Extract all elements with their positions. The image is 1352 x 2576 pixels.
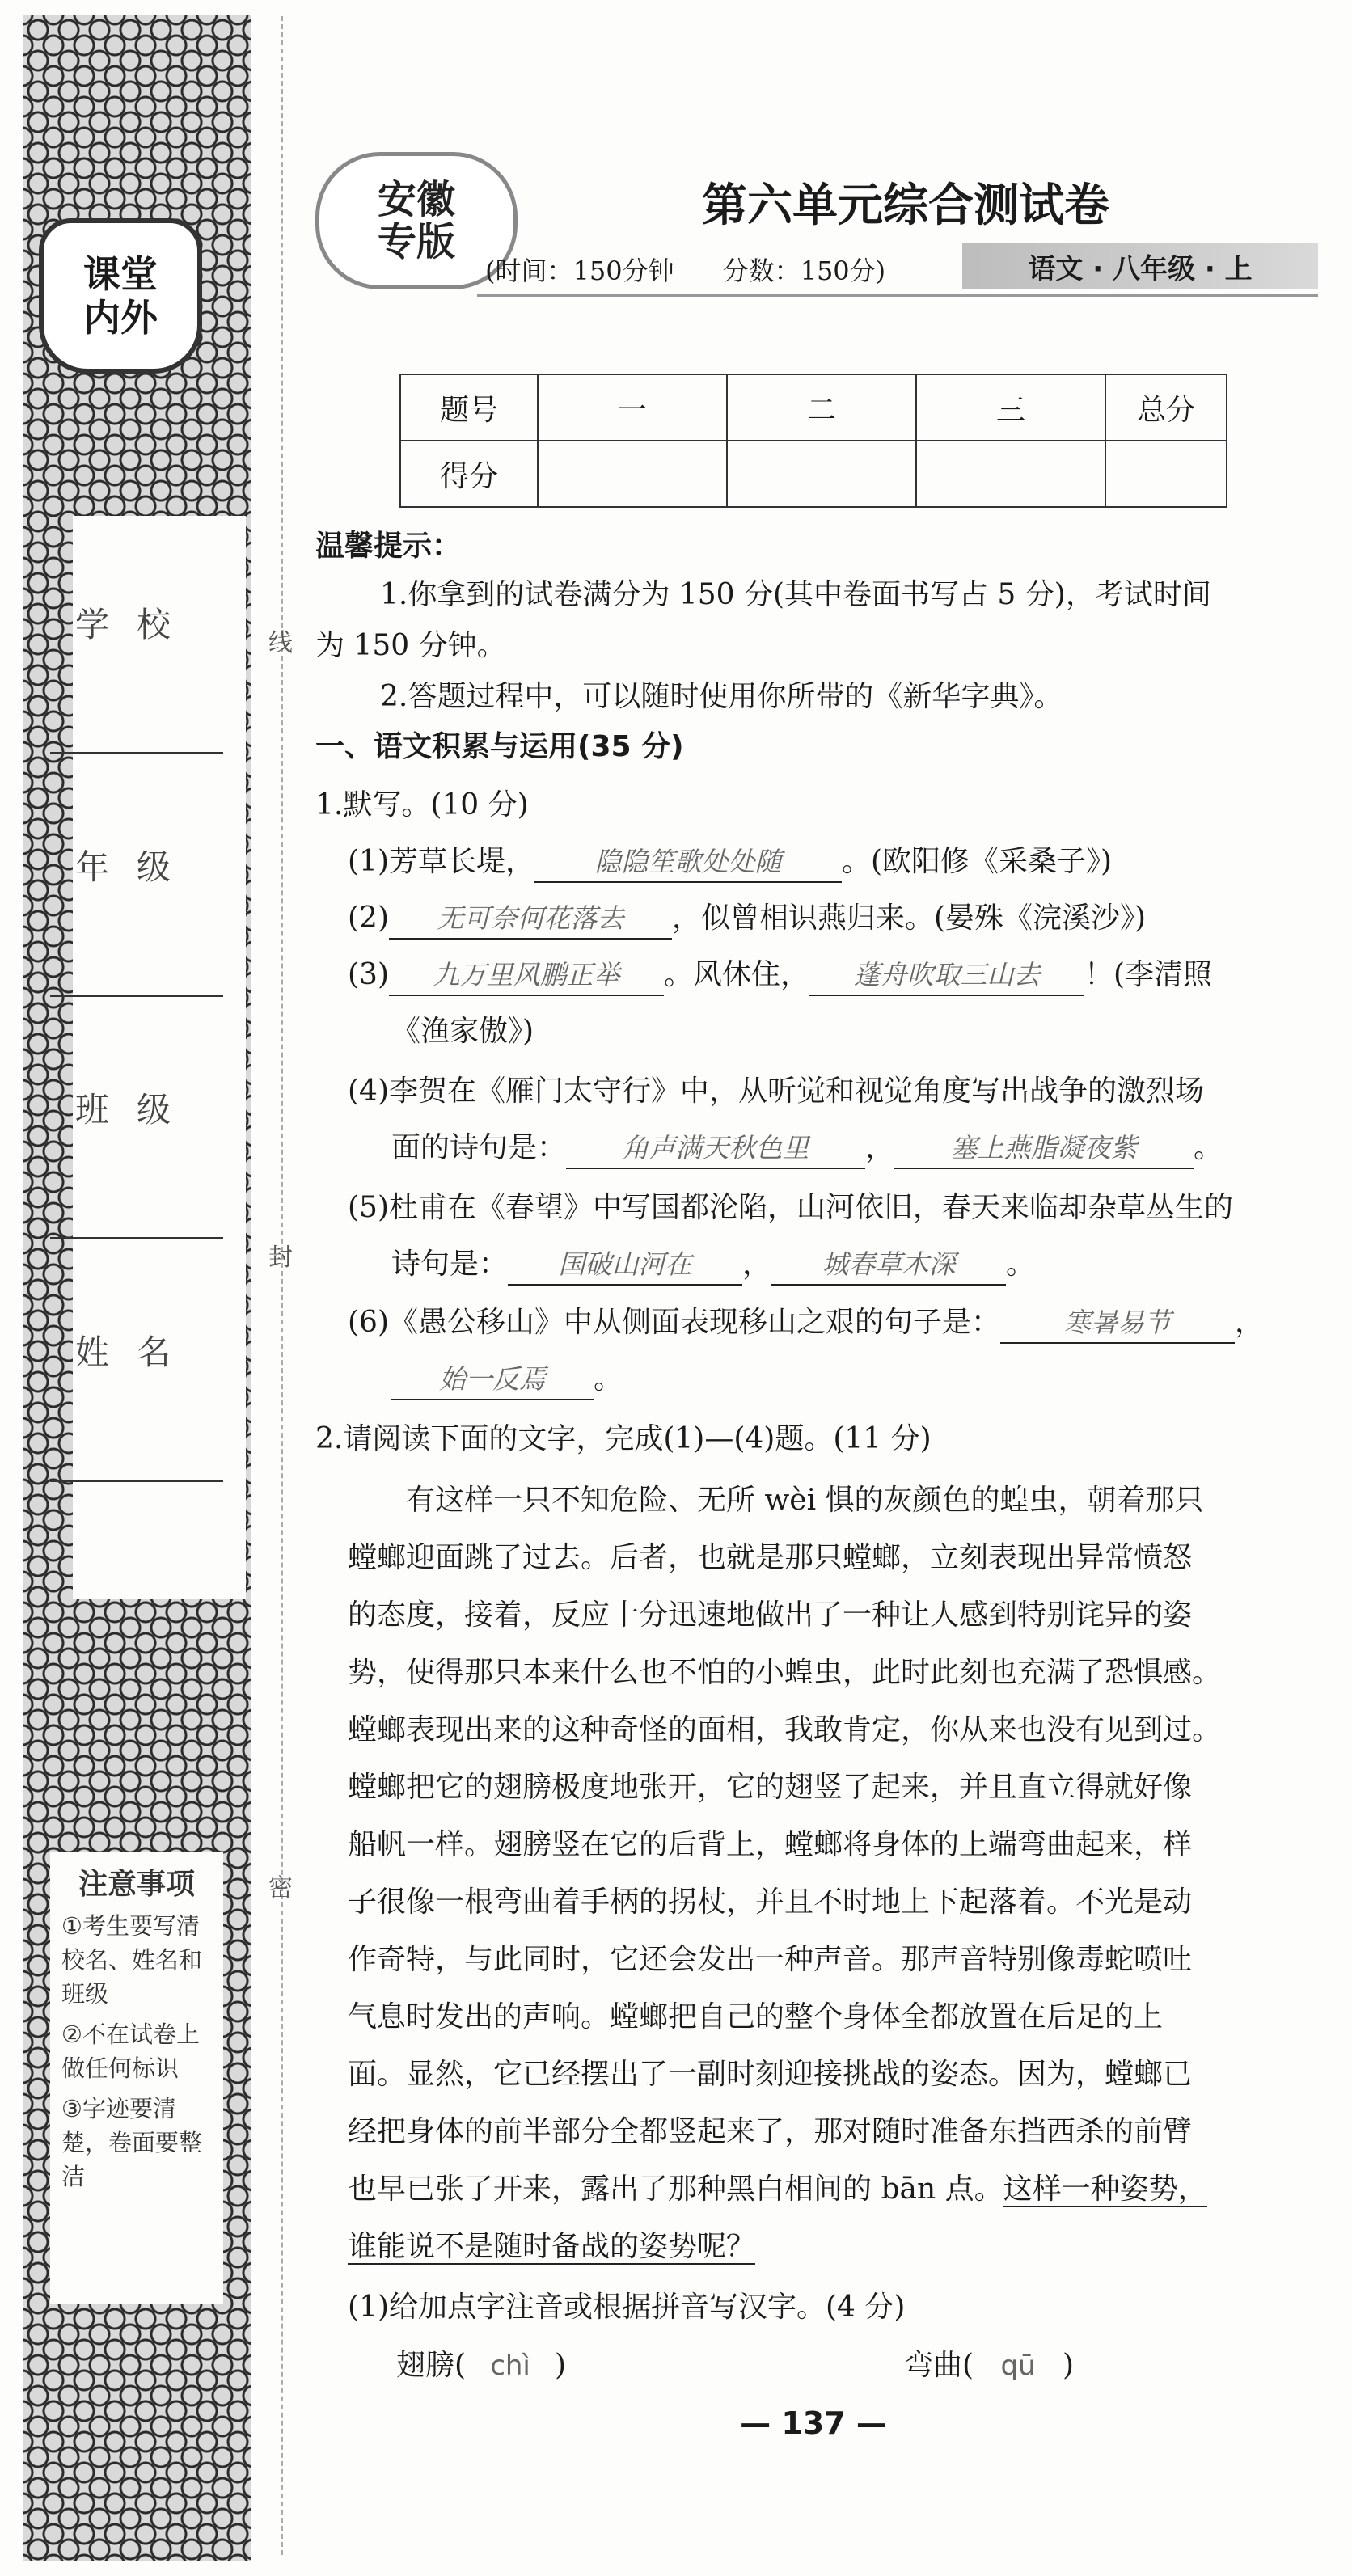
notice-title: 注意事项 [78,1868,195,1901]
passage-line: 有这样一只不知危险、无所 wèi 惧的灰颜色的蝗虫，朝着那只 [406,1484,1204,1517]
passage-line: 面。显然，它已经摆出了一副时刻迎接挑战的姿态。因为，螳螂已 [348,2058,1193,2091]
score-cell[interactable] [538,441,727,507]
table-header: 题号 [400,374,538,441]
answer-blank[interactable]: 塞上燕脂凝夜紫 [894,1129,1194,1169]
tip-line: 为 150 分钟。 [315,629,506,662]
item-text: ， [742,1248,772,1281]
word: 翅膀( [396,2349,467,2382]
underlined-text: 谁能说不是随时备战的姿势呢？ [348,2230,756,2263]
score-cell[interactable] [1105,441,1227,507]
passage-line: 作奇特，与此同时，它还会发出一种声音。那声音特别像毒蛇喷吐 [348,1943,1193,1976]
notice-item: ③字迹要清楚，卷面要整洁 [61,2095,203,2190]
word: ) [555,2349,567,2382]
binding-mark-secret: 密 [268,1874,293,1902]
notice-box [50,1852,223,2304]
item-text: 。风休住， [664,958,810,991]
page-title: 第六单元综合测试卷 [702,179,1109,232]
reading-passage [348,1472,1318,2275]
item-text: 诗句是： [391,1248,509,1281]
item-text: 面的诗句是： [391,1131,567,1164]
question-item [348,1303,1264,1344]
answer-blank[interactable]: 蓬舟吹取三山去 [809,956,1084,996]
tip-line: 2.答题过程中，可以随时使用你所带的《新华字典》。 [380,680,1063,713]
passage-line: 气息时发出的声响。螳螂把自己的整个身体全都放置在后足的上 [348,2000,1164,2033]
table-row [400,374,1227,441]
answer-blank[interactable]: 隐隐笙歌处处随 [534,842,842,883]
passage-line: 螳螂迎面跳了过去。后者，也就是那只螳螂，立刻表现出异常愤怒 [348,1541,1193,1574]
school-field[interactable] [50,509,223,754]
item-text: (3) [348,958,389,991]
answer-blank[interactable]: 无可奈何花落去 [389,899,672,940]
passage-line: 的态度，接着，反应十分迅速地做出了一种让人感到特别诧异的姿 [348,1598,1193,1632]
item-text: (1)芳草长堤， [348,845,534,878]
name-label: 姓名 [74,1332,198,1372]
answer-blank[interactable]: 城春草木深 [771,1245,1006,1286]
name-field[interactable] [50,1237,223,1482]
item-text: ， [865,1131,895,1164]
item-text: 。 [1006,1248,1036,1281]
pinyin-item [904,2346,1074,2385]
passage-line [348,2160,1318,2218]
binding-mark-seal: 封 [268,1244,293,1272]
item-text: 。 [1194,1131,1223,1164]
binding-mark-line: 线 [268,629,293,657]
exam-info [485,251,934,288]
page-number: — 137 — [740,2405,887,2441]
item-text: (5)杜甫在《春望》中写国都沦陷，山河依旧，春天来临却杂草丛生的 [348,1191,1233,1224]
item-text: ！(李清照 [1084,958,1213,991]
row-label: 得分 [400,441,538,507]
table-header: 总分 [1105,374,1227,441]
question-item [348,956,1212,996]
pinyin-answer[interactable]: chì [490,2350,530,2382]
item-text: (2) [348,902,389,935]
item-text: (6)《愚公移山》中从侧面表现移山之艰的句子是： [348,1306,1000,1339]
answer-blank[interactable]: 始一反焉 [391,1360,594,1400]
item-text: 《渔家傲》) [391,1015,534,1048]
section-heading: 一、语文积累与运用(35 分) [315,730,684,763]
edition-text: 安徽 专版 [377,177,455,264]
passage-line: 螳螂把它的翅膀极度地张开，它的翅竖了起来，并且直立得就好像 [348,1771,1193,1804]
grade-banner: 语文 · 八年级 · 上 [962,243,1318,289]
answer-blank[interactable]: 寒暑易节 [1000,1303,1235,1344]
question-item [391,1360,623,1400]
item-text: 。 [594,1362,623,1396]
class-field[interactable] [50,995,223,1239]
score-table [399,374,1227,508]
passage-line: 子很像一根弯曲着手柄的拐杖，并且不时地上下起落着。不光是动 [348,1886,1193,1919]
exam-score: 分数：150分) [722,255,886,286]
table-row [400,441,1227,507]
table-header: 三 [916,374,1105,441]
passage-line: 船帆一样。翅膀竖在它的后背上，螳螂将身体的上端弯曲起来，样 [348,1828,1193,1861]
passage-line: 经把身体的前半部分全都竖起来了，那对随时准备东挡西杀的前臂 [348,2115,1193,2148]
exam-time: (时间：150分钟 [485,255,674,286]
answer-blank[interactable]: 角声满天秋色里 [566,1129,865,1169]
underlined-text: 这样一种姿势， [1003,2173,1207,2206]
item-text: (4)李贺在《雁门太守行》中，从听觉和视觉角度写出战争的激烈场 [348,1075,1204,1108]
passage-line: 势，使得那只本来什么也不怕的小蝗虫，此时此刻也充满了恐惧感。 [348,1656,1222,1689]
question-item [391,1129,1223,1169]
item-text: 。(欧阳修《采桑子》) [842,845,1113,878]
answer-blank[interactable]: 国破山河在 [508,1245,742,1286]
question-title: 1.默写。(10 分) [315,788,529,821]
badge-text: 课堂 内外 [83,252,158,340]
item-text: ，似曾相识燕归来。(晏殊《浣溪沙》) [672,902,1147,935]
grade-field[interactable] [50,752,223,997]
question-item [348,899,1146,940]
item-text: ， [1235,1306,1265,1339]
school-label: 学校 [74,605,198,644]
question-item [391,1245,1035,1286]
pinyin-answer[interactable]: qū [1000,2350,1036,2382]
binding-line [281,16,283,2555]
sub-question: (1)给加点字注音或根据拼音写汉字。(4 分) [348,2291,906,2324]
passage-line: 螳螂表现出来的这种奇怪的面相，我敢肯定，你从来也没有见到过。 [348,1713,1222,1746]
header-rule [477,294,1318,297]
grade-label: 年级 [74,847,198,887]
answer-blank[interactable]: 九万里风鹏正举 [389,956,664,996]
passage-line [348,2218,1318,2275]
score-cell[interactable] [727,441,916,507]
table-header: 一 [538,374,727,441]
word: 弯曲( [904,2349,974,2382]
question-item [348,842,1112,883]
course-badge [39,218,202,374]
table-header: 二 [727,374,916,441]
class-label: 班级 [74,1090,198,1130]
notice-item: ②不在试卷上做任何标识 [61,2021,200,2082]
word: ) [1063,2349,1075,2382]
tips-title: 温馨提示： [315,530,462,563]
question-title: 2.请阅读下面的文字，完成(1)—(4)题。(11 分) [315,1422,932,1455]
passage-text: 也早已张了开来，露出了那种黑白相间的 bān 点。 [348,2173,1003,2206]
score-cell[interactable] [916,441,1105,507]
tip-line: 1.你拿到的试卷满分为 150 分(其中卷面书写占 5 分)，考试时间 [380,578,1211,611]
pinyin-item [396,2346,566,2385]
notice-item: ①考生要写清校名、姓名和班级 [61,1912,203,2008]
